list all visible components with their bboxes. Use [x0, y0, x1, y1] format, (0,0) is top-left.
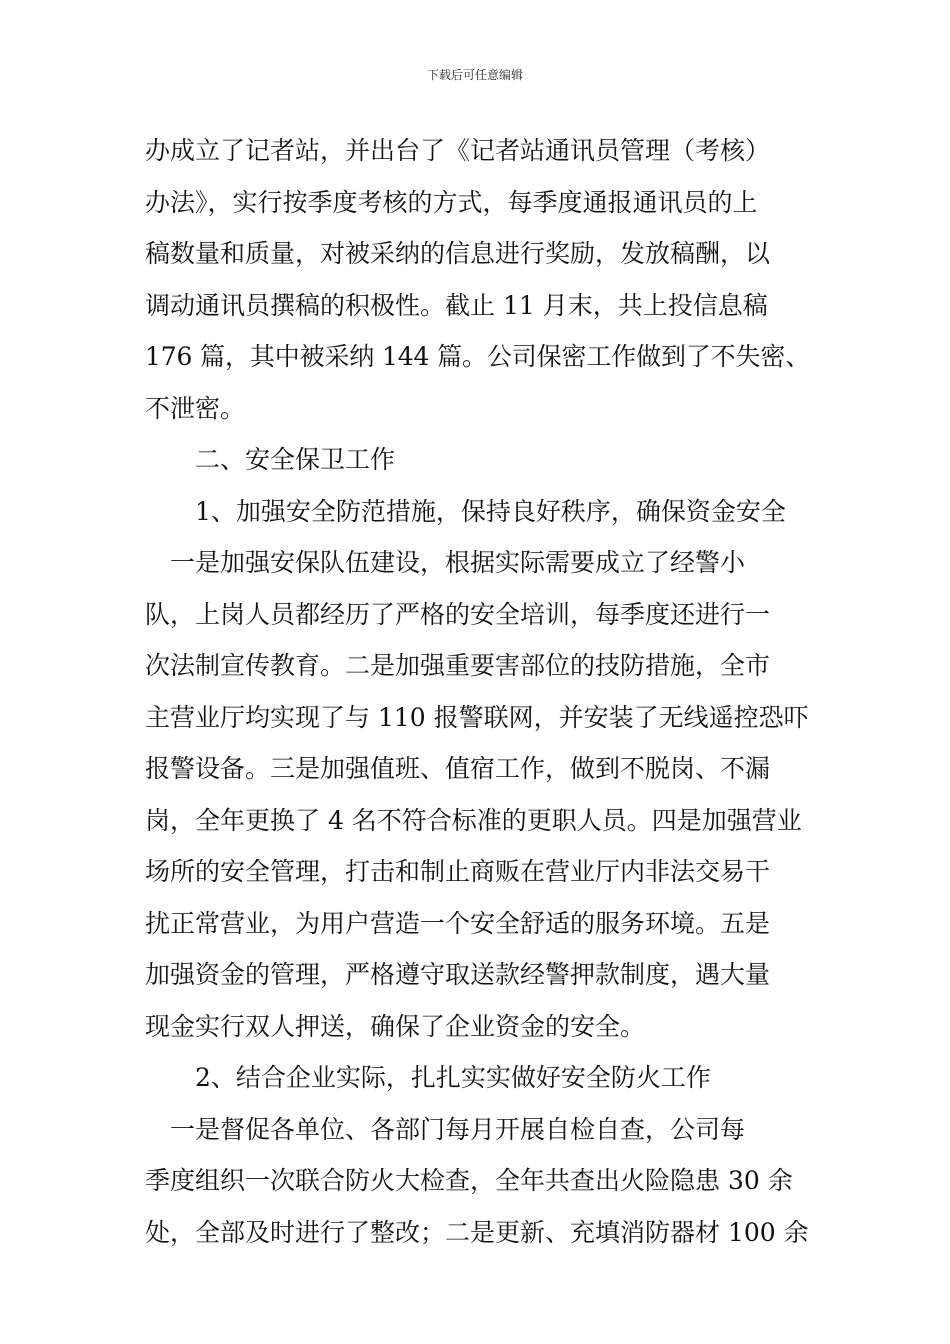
text-line: 季度组织一次联合防火大检查，全年共查出火险隐患 30 余: [145, 1166, 793, 1195]
text-line: 调动通讯员撰稿的积极性。截止 11 月末，共上投信息稿: [145, 290, 768, 320]
subsection-heading: 1、加强安全防范措施，保持良好秩序，确保资金安全: [145, 496, 786, 526]
section-heading: 二、安全保卫工作: [145, 445, 396, 474]
text-line: 稿数量和质量，对被采纳的信息进行奖励，发放稿酬，以: [145, 239, 771, 268]
text-line: 处，全部及时进行了整改；二是更新、充填消防器材 100 余: [145, 1217, 809, 1247]
text-line: 岗，全年更换了 4 名不符合标准的更职人员。四是加强营业: [145, 805, 802, 835]
text-line: 办成立了记者站，并出台了《记者站通讯员管理（考核）: [145, 136, 771, 165]
text-line: 场所的安全管理，打击和制止商贩在营业厅内非法交易干: [145, 857, 771, 886]
text-line: 一是加强安保队伍建设，根据实际需要成立了经警小: [145, 548, 746, 577]
text-line: 报警设备。三是加强值班、值宿工作，做到不脱岗、不漏: [145, 754, 771, 783]
text-line: 不泄密。: [145, 393, 246, 423]
text-line: 次法制宣传教育。二是加强重要害部位的技防措施，全市: [145, 651, 771, 680]
text-line: 队，上岗人员都经历了严格的安全培训，每季度还进行一: [145, 599, 771, 629]
text-line: 主营业厅均实现了与 110 报警联网，并安装了无线遥控恐吓: [145, 702, 809, 732]
subsection-heading: 2、结合企业实际，扎扎实实做好安全防火工作: [145, 1063, 711, 1092]
text-line: 加强资金的管理，严格遵守取送款经警押款制度，遇大量: [145, 960, 771, 989]
text-line: 现金实行双人押送，确保了企业资金的安全。: [145, 1011, 646, 1041]
text-line: 扰正常营业，为用户营造一个安全舒适的服务环境。五是: [145, 908, 771, 938]
text-line: 办法》，实行按季度考核的方式，每季度通报通讯员的上: [145, 187, 758, 217]
page-header: 下载后可任意编辑: [426, 68, 523, 82]
text-line: 一是督促各单位、各部门每月开展自检自查，公司每: [145, 1114, 746, 1144]
text-line: 176 篇，其中被采纳 144 篇。公司保密工作做到了不失密、: [145, 342, 811, 371]
document-body: [145, 125, 810, 1258]
